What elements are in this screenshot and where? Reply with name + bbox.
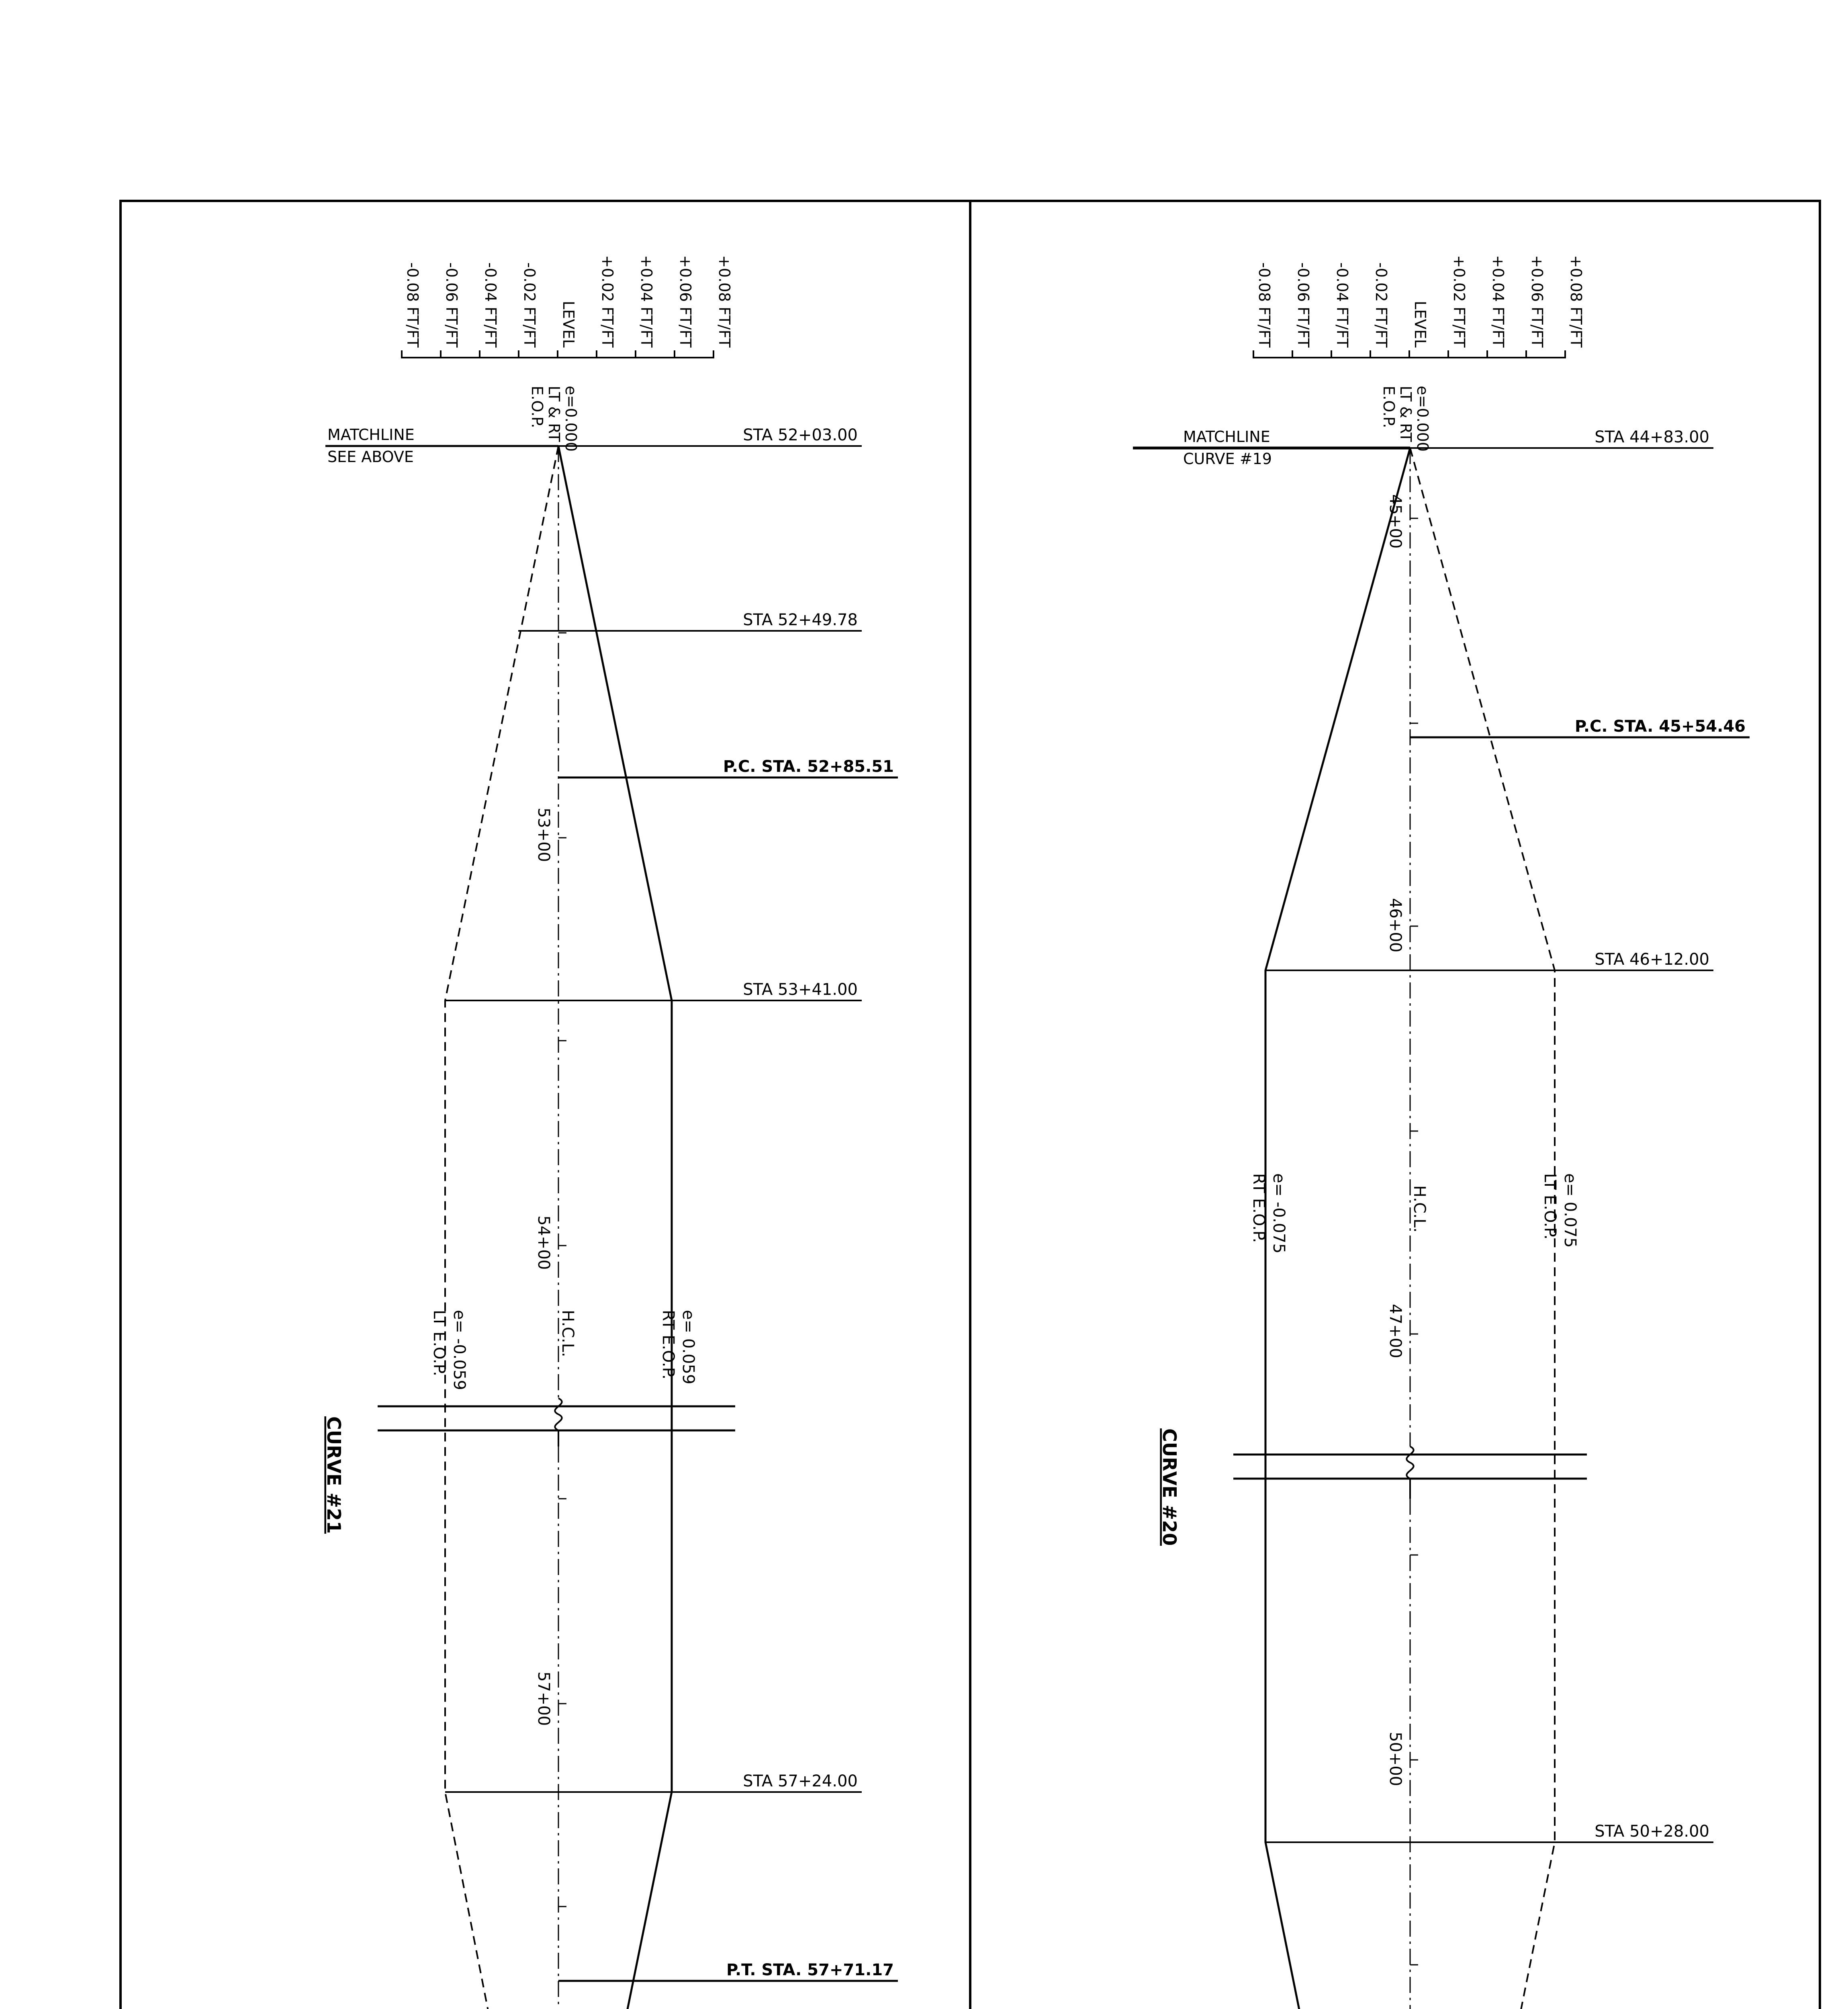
- scale-tick-label: +0.06 FT/FT: [677, 255, 694, 348]
- scale-tick-label: -0.04 FT/FT: [482, 262, 499, 348]
- e-lt-sub-label: LT E.O.P.: [430, 1310, 448, 1377]
- scale-tick-label: LEVEL: [1411, 301, 1429, 348]
- e-rt-label: e= 0.059: [679, 1310, 697, 1385]
- curve-20-diagram: [1133, 255, 1750, 2009]
- e-lt-label: e= -0.059: [450, 1310, 468, 1390]
- e-start-sub2-label: E.O.P.: [528, 386, 546, 428]
- chainage-label: 54+00: [534, 1215, 553, 1270]
- chainage-label: 50+00: [1386, 1732, 1404, 1786]
- matchline-label: MATCHLINE: [327, 426, 415, 444]
- e-start-sub2-label: E.O.P.: [1380, 386, 1398, 428]
- station-label: P.T. STA. 57+71.17: [726, 1961, 894, 1979]
- matchline-label: MATCHLINE: [1183, 428, 1270, 446]
- e-lt-label: e= 0.075: [1561, 1173, 1579, 1248]
- scale-tick-label: +0.08 FT/FT: [1567, 255, 1585, 348]
- e-lt-sub-label: LT E.O.P.: [1541, 1173, 1559, 1240]
- top-scale: [402, 255, 733, 358]
- matchline-sub-label: SEE ABOVE: [327, 448, 414, 466]
- scale-tick-label: -0.02 FT/FT: [1372, 262, 1390, 348]
- e-start-label: e=0.000: [1414, 386, 1431, 452]
- chainage-label: 47+00: [1386, 1304, 1404, 1358]
- station-lines: [1265, 428, 1750, 2009]
- scale-tick-label: +0.02 FT/FT: [1450, 255, 1468, 348]
- scale-tick-label: -0.02 FT/FT: [521, 262, 538, 348]
- curve-title: CURVE #20: [1159, 1428, 1180, 1546]
- scale-tick-label: -0.08 FT/FT: [1255, 262, 1273, 348]
- scale-tick-label: LEVEL: [560, 301, 577, 348]
- e-start-label: e=0.000: [562, 386, 580, 452]
- scale-tick-label: +0.08 FT/FT: [715, 255, 733, 348]
- scale-tick-label: -0.06 FT/FT: [443, 262, 460, 348]
- station-label: P.C. STA. 52+85.51: [723, 757, 894, 776]
- station-label: STA 46+12.00: [1595, 950, 1709, 969]
- top-scale: [1253, 255, 1585, 358]
- chainage-label: 53+00: [534, 808, 553, 862]
- scale-tick-label: +0.04 FT/FT: [1489, 255, 1507, 348]
- e-start-sub-label: LT & RT: [1397, 386, 1415, 442]
- lt-eop-profile: [1410, 448, 1555, 2009]
- station-label: STA 57+24.00: [743, 1772, 858, 1790]
- e-rt-label: e= -0.075: [1269, 1173, 1288, 1254]
- hcl-label: H.C.L.: [1410, 1185, 1429, 1233]
- station-label: STA 52+03.00: [743, 426, 858, 444]
- chainage-label: 57+00: [534, 1671, 553, 1726]
- e-rt-sub-label: RT E.O.P.: [659, 1310, 677, 1380]
- scale-tick-label: +0.02 FT/FT: [599, 255, 616, 348]
- scale-tick-label: -0.08 FT/FT: [404, 262, 421, 348]
- station-label: STA 50+28.00: [1595, 1822, 1709, 1841]
- curve-21-diagram: [323, 255, 898, 2009]
- station-label: STA 52+49.78: [743, 611, 858, 629]
- e-rt-sub-label: RT E.O.P.: [1249, 1173, 1268, 1243]
- chainage-label: 45+00: [1386, 494, 1404, 549]
- e-start-sub-label: LT & RT: [545, 386, 563, 442]
- station-label: STA 44+83.00: [1595, 428, 1709, 446]
- chainage-label: 46+00: [1386, 898, 1404, 953]
- curve-title: CURVE #21: [323, 1416, 345, 1534]
- scale-tick-label: +0.06 FT/FT: [1528, 255, 1546, 348]
- matchline-sub-label: CURVE #19: [1183, 450, 1272, 468]
- scale-tick-label: -0.06 FT/FT: [1294, 262, 1312, 348]
- hcl-label: H.C.L.: [558, 1310, 577, 1357]
- scale-tick-label: -0.04 FT/FT: [1333, 262, 1351, 348]
- scale-tick-label: +0.04 FT/FT: [638, 255, 655, 348]
- station-label: STA 53+41.00: [743, 980, 858, 999]
- station-label: P.C. STA. 45+54.46: [1574, 717, 1746, 736]
